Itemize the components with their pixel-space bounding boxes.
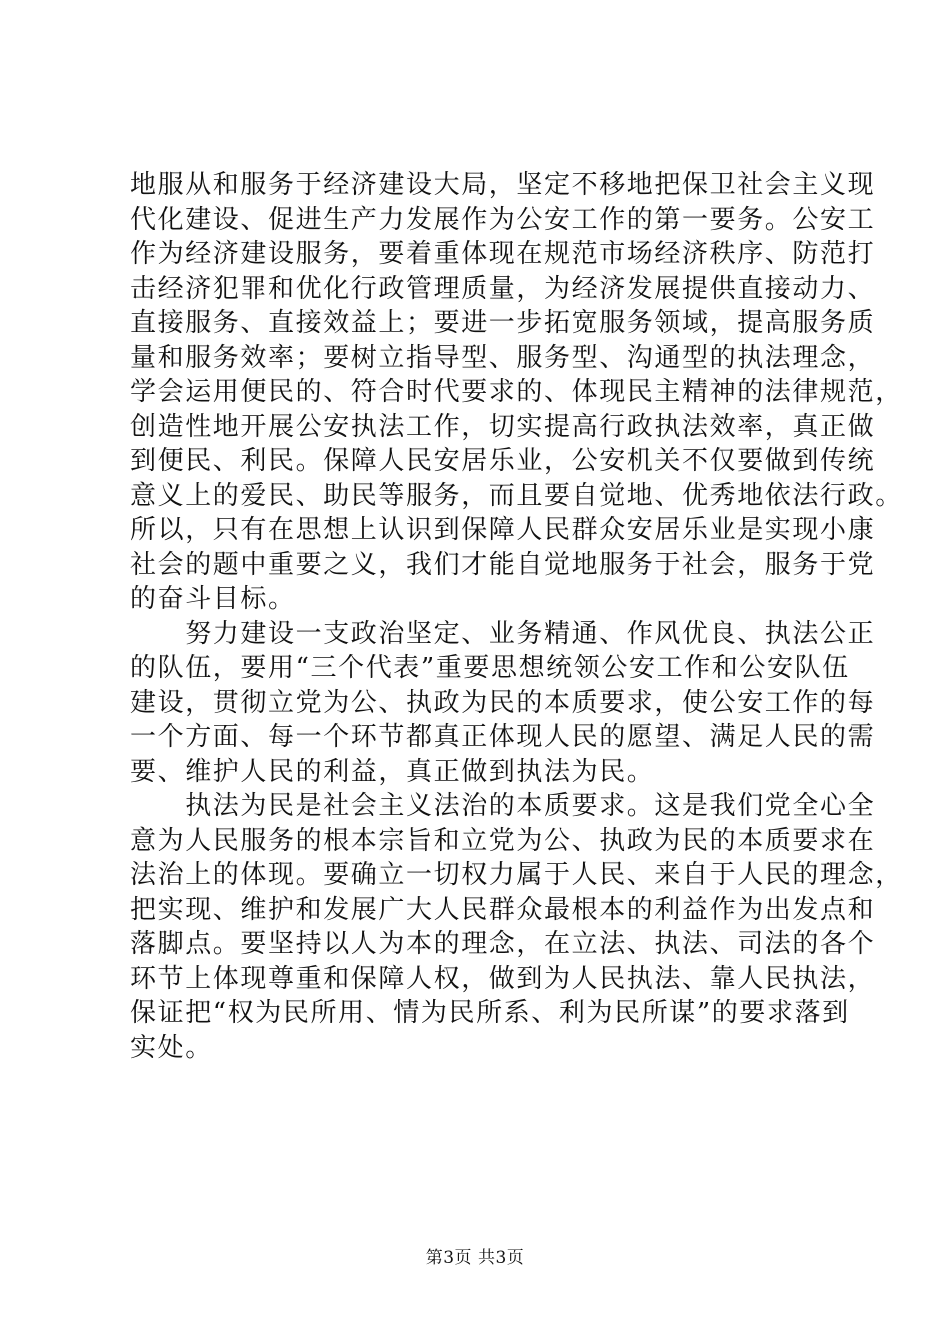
text-line: 一个方面、每一个环节都真正体现人民的愿望、满足人民的需 — [130, 722, 876, 752]
text-line: 意义上的爱民、助民等服务，而且要自觉地、优秀地依法行政。 — [130, 480, 903, 511]
text-line: 环节上体现尊重和保障人权，做到为人民执法、靠人民执法， — [130, 963, 876, 994]
text-line: 到便民、利民。保障人民安居乐业，公安机关不仅要做到传统 — [130, 446, 876, 476]
text-line: 量和服务效率；要树立指导型、服务型、沟通型的执法理念， — [130, 342, 876, 373]
text-line: 作为经济建设服务，要着重体现在规范市场经济秩序、防范打 — [130, 239, 876, 269]
text-line: 执法为民是社会主义法治的本质要求。这是我们党全心全 — [130, 791, 876, 821]
text-line: 代化建设、促进生产力发展作为公安工作的第一要务。公安工 — [130, 204, 876, 235]
text-line: 地服从和服务于经济建设大局，坚定不移地把保卫社会主义现 — [130, 170, 876, 200]
text-line: 学会运用便民的、符合时代要求的、体现民主精神的法律规范， — [130, 377, 903, 407]
text-line: 直接服务、直接效益上；要进一步拓宽服务领域，提高服务质 — [130, 308, 876, 338]
text-line: 要、维护人民的利益，真正做到执法为民。 — [130, 756, 655, 787]
text-line: 法治上的体现。要确立一切权力属于人民、来自于人民的理念， — [130, 860, 903, 890]
document-body — [130, 168, 903, 1065]
text-line: 创造性地开展公安执法工作，切实提高行政执法效率，真正做 — [130, 411, 876, 442]
text-line: 意为人民服务的根本宗旨和立党为公、执政为民的本质要求在 — [130, 825, 876, 856]
text-line: 的队伍，要用“三个代表”重要思想统领公安工作和公安队伍 — [130, 653, 850, 683]
paragraph-1 — [130, 168, 903, 617]
page-number-footer: 第3页 共3页 — [425, 1248, 525, 1268]
text-line: 落脚点。要坚持以人为本的理念，在立法、执法、司法的各个 — [130, 929, 876, 959]
paragraph-3 — [130, 789, 903, 1065]
text-line: 努力建设一支政治坚定、业务精通、作风优良、执法公正 — [130, 618, 876, 649]
text-line: 社会的题中重要之义，我们才能自觉地服务于社会，服务于党 — [130, 549, 876, 580]
text-line: 把实现、维护和发展广大人民群众最根本的利益作为出发点和 — [130, 894, 876, 925]
text-line: 的奋斗目标。 — [130, 584, 296, 614]
text-line: 建设，贯彻立党为公、执政为民的本质要求，使公安工作的每 — [130, 687, 876, 718]
text-line: 实处。 — [130, 1032, 213, 1063]
text-line: 击经济犯罪和优化行政管理质量，为经济发展提供直接动力、 — [130, 273, 876, 304]
paragraph-2 — [130, 617, 876, 790]
text-line: 所以，只有在思想上认识到保障人民群众安居乐业是实现小康 — [130, 515, 876, 545]
text-line: 保证把“权为民所用、情为民所系、利为民所谋”的要求落到 — [130, 998, 850, 1028]
